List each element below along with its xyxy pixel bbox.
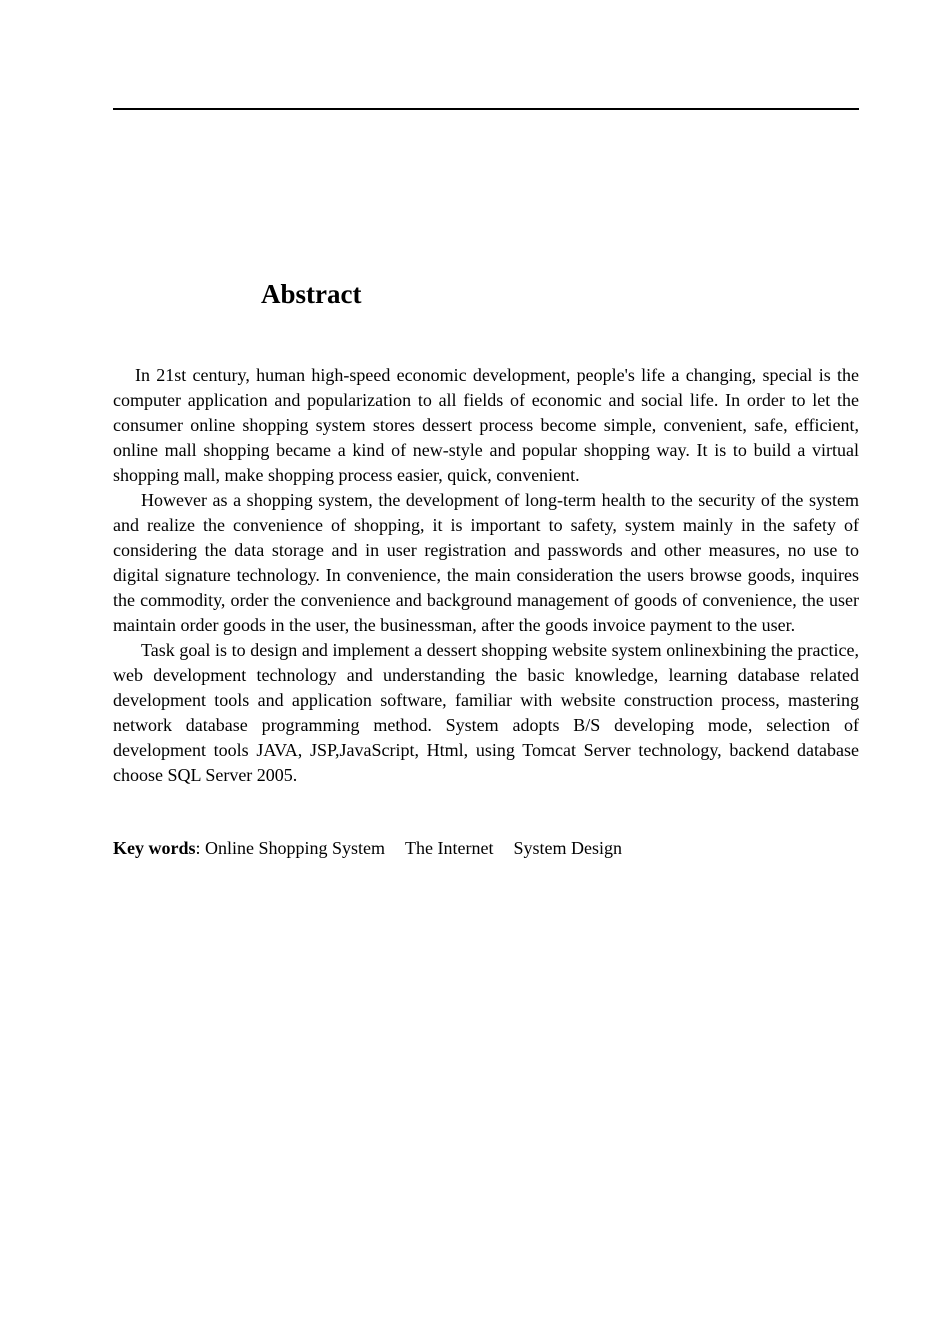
header-rule [113,108,859,110]
abstract-body [113,363,859,788]
keywords-separator: : [195,838,206,858]
keywords-label: Key words [113,838,196,858]
keyword-item: System Design [513,838,622,858]
abstract-paragraph: However as a shopping system, the development of long-term health to the security of the system and realize the convenience of shopping, it is important to safety, system mainly in the safety of considering the data storage and in user registration and passwords and other measures, no use to digital signature technology. In convenience, the main consideration the users browse goods, inquires the commodity, order the convenience and background management of goods of convenience, the user maintain order goods in the user, the businessman, after the goods invoice payment to the user. [113,490,859,635]
keyword-item: The Internet [405,838,494,858]
abstract-title: Abstract [261,279,362,309]
abstract-paragraph: In 21st century, human high-speed economic development, people's life a changing, special is the computer application and popularization to all fields of economic and social life. In order to let the consumer online shopping system stores dessert process become simple, convenient, safe, efficient, online mall shopping became a kind of new-style and popular shopping way. It is to build a virtual shopping mall, make shopping process easier, quick, convenient. [113,365,859,485]
abstract-paragraph: Task goal is to design and implement a dessert shopping website system onlinexbining the practice, web development technology and understanding the basic knowledge, learning database related development tools and application software, familiar with website construction process, mastering network database programming method. System adopts B/S developing mode, selection of development tools JAVA, JSP,JavaScript, Html, using Tomcat Server technology, backend database choose SQL Server 2005. [113,640,859,785]
keyword-item: Online Shopping System [205,838,386,858]
keywords-line [113,836,859,861]
